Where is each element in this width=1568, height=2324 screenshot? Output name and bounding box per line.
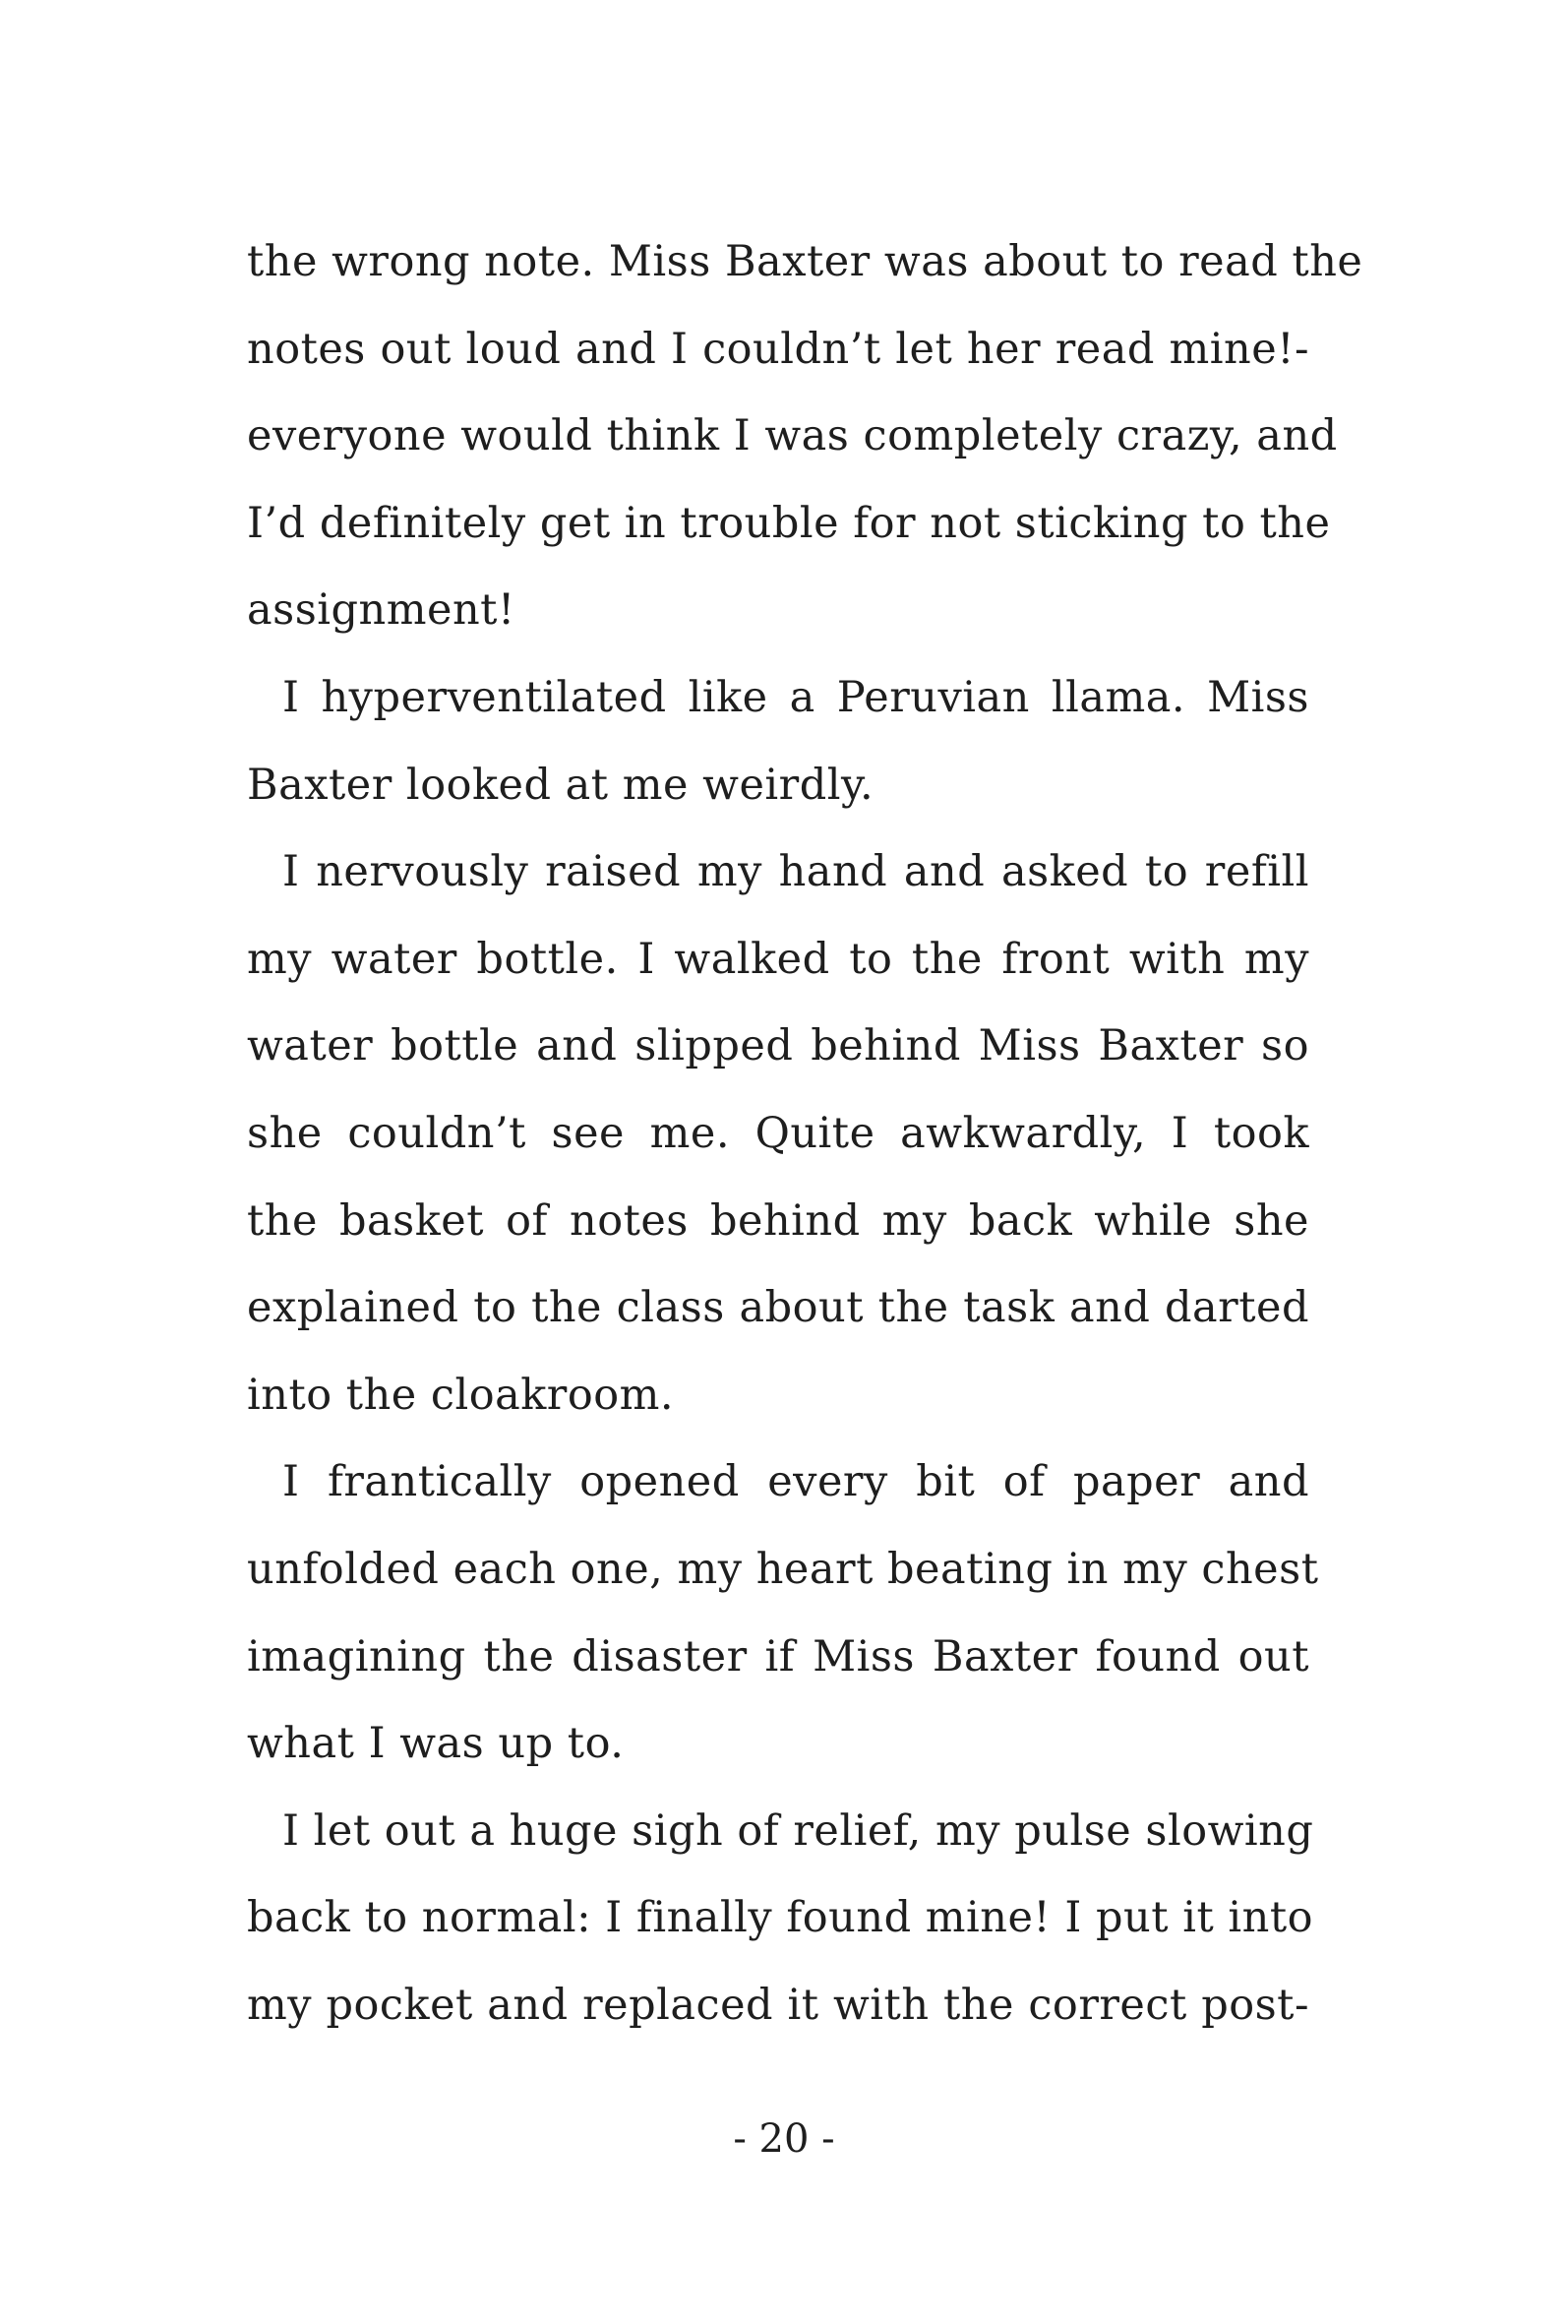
body-text	[247, 218, 1363, 2049]
text-line: back to normal: I finally found mine! I put it into	[247, 1893, 1314, 1943]
paragraph-first-line: I frantically opened every bit of paper and	[282, 1457, 1309, 1507]
text-line: water bottle and slipped behind Miss Baxter so	[247, 1021, 1309, 1071]
text-line: assignment!	[247, 585, 515, 636]
paragraph-first-line: I nervously raised my hand and asked to refill	[282, 847, 1309, 897]
page-number: - 20 -	[733, 2116, 835, 2162]
text-line: she couldn’t see me. Quite awkwardly, I took	[247, 1108, 1309, 1158]
text-line: what I was up to.	[247, 1719, 625, 1769]
text-line: my pocket and replaced it with the correct post-	[247, 1980, 1309, 2030]
text-line: everyone would think I was completely crazy, and	[247, 411, 1338, 461]
paragraph-first-line: I let out a huge sigh of relief, my pulse slowing	[282, 1805, 1314, 1856]
text-line: imagining the disaster if Miss Baxter found out	[247, 1631, 1309, 1682]
text-line: explained to the class about the task and darted	[247, 1283, 1309, 1333]
text-line: unfolded each one, my heart beating in my chest	[247, 1544, 1319, 1594]
text-line: the basket of notes behind my back while she	[247, 1195, 1309, 1246]
paragraph-first-line: I hyperventilated like a Peruvian llama. Miss	[282, 672, 1309, 722]
text-line: I’d definitely get in trouble for not sticking to the	[247, 498, 1331, 548]
text-line: my water bottle. I walked to the front with my	[247, 934, 1309, 984]
text-line: the wrong note. Miss Baxter was about to read the	[247, 237, 1363, 286]
text-line: Baxter looked at me weirdly.	[247, 760, 874, 810]
text-line: into the cloakroom.	[247, 1370, 675, 1420]
text-line: notes out loud and I couldn’t let her read mine!-	[247, 324, 1309, 374]
